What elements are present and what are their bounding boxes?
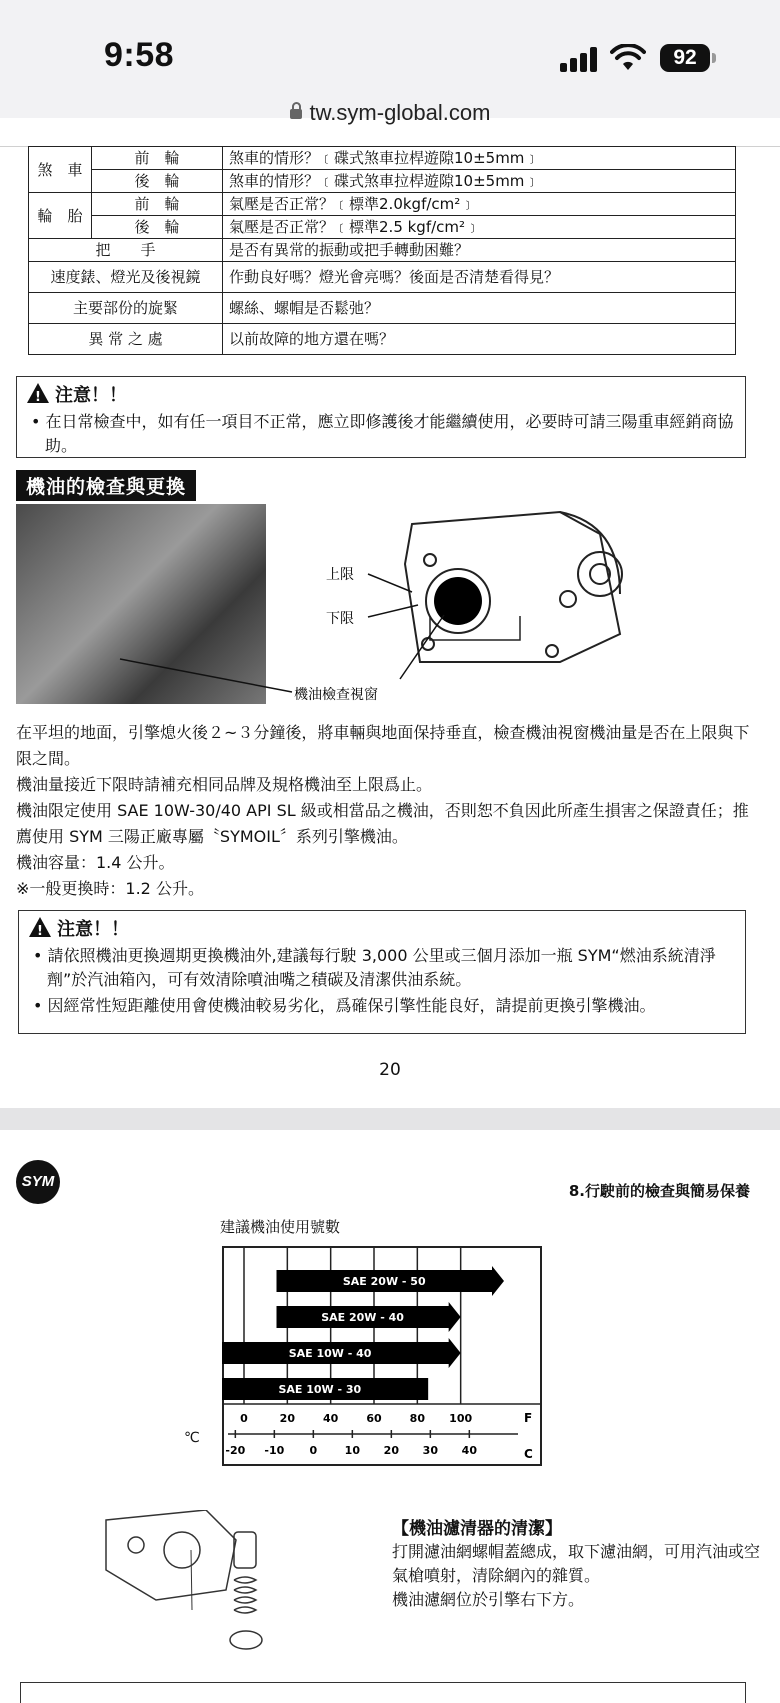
lock-icon [290, 109, 302, 119]
c-tick-label: -20 [225, 1444, 246, 1457]
table-cell-sub: 後 輪 [92, 216, 223, 239]
f-tick-label: 20 [279, 1412, 295, 1425]
c-tick-label: 0 [309, 1444, 318, 1457]
table-cell-check: 是否有異常的振動或把手轉動困難？ [223, 239, 736, 262]
battery-nub [712, 53, 716, 63]
filter-section-title: 【機油濾清器的清潔】 [392, 1519, 562, 1539]
table-cell-check: 螺絲、螺帽是否鬆弛？ [223, 293, 736, 324]
table-cell-check: 氣壓是否正常？﹝標準2.0kgf/cm²﹞ [223, 193, 736, 216]
f-tick-label: 80 [409, 1412, 425, 1425]
oil-grade-label: SAE 10W - 30 [278, 1383, 362, 1396]
page-separator [0, 1108, 780, 1130]
table-cell-check: 以前故障的地方還在嗎？ [223, 324, 736, 355]
warning-icon [27, 383, 49, 403]
table-cell-item: 主要部份的旋緊 [29, 293, 223, 324]
table-cell-sub: 後 輪 [92, 170, 223, 193]
battery-icon: 92 [660, 44, 710, 72]
paragraph: 機油量接近下限時請補充相同品牌及規格機油至上限爲止。 [16, 775, 433, 794]
c-tick-label: 40 [461, 1444, 477, 1457]
c-tick-label: -10 [264, 1444, 285, 1457]
table-cell-check: 氣壓是否正常？﹝標準2.5 kgf/cm²﹞ [223, 216, 736, 239]
oil-filter-diagram [96, 1510, 296, 1660]
table-cell-check: 作動良好嗎？燈光會亮嗎？後面是否清楚看得見？ [223, 262, 736, 293]
table-cell-sub: 前 輪 [92, 193, 223, 216]
clock: 9:58 [104, 36, 175, 74]
c-tick-label: 20 [383, 1444, 399, 1457]
celsius-symbol: ℃ [184, 1430, 200, 1446]
oil-window-diagram [0, 504, 780, 704]
upper-limit-label: 上限 [326, 567, 354, 583]
caution-box-2 [18, 910, 746, 1034]
paragraph: ※一般更換時：1.2 公升。 [16, 879, 204, 898]
caution-title: 注意！！ [57, 919, 129, 940]
table-cell-item: 速度錶、燈光及後視鏡 [29, 262, 223, 293]
oil-grade-label: SAE 20W - 40 [321, 1311, 404, 1324]
table-cell-check: 煞車的情形？﹝碟式煞車拉桿遊隙10±5mm﹞ [223, 147, 736, 170]
c-tick-label: 10 [344, 1444, 360, 1457]
f-unit-label: F [524, 1411, 533, 1425]
lower-limit-label: 下限 [326, 611, 354, 627]
instructions [16, 720, 756, 902]
caution-item: • 在日常檢查中，如有任一項目不正常，應立即修護後才能繼續使用，必要時可請三陽重車經銷商協助。 [31, 412, 734, 455]
paragraph: 機油容量：1.4 公升。 [16, 853, 175, 872]
f-tick-label: 40 [323, 1412, 339, 1425]
paragraph: 在平坦的地面，引擎熄火後２~３分鐘後，將車輛與地面保持垂直，檢查機油視窗機油量是否在上限與下限之間。 [16, 723, 750, 768]
caution-item: • 請依照機油更換週期更換機油外,建議每行駛 3,000 公里或三個月添加一瓶 SYM“燃油系統清淨劑”於汽油箱內，可有效清除噴油嘴之積碳及清潔供油系統。 [33, 946, 716, 989]
sym-logo: SYM [16, 1160, 60, 1204]
c-tick-label: 30 [422, 1444, 438, 1457]
wifi-icon [610, 44, 646, 72]
f-tick-label: 60 [366, 1412, 382, 1425]
warning-icon [29, 917, 51, 937]
caution-title: 注意！！ [55, 385, 127, 406]
caution-item: • 因經常性短距離使用會使機油較易劣化，爲確保引擎性能良好，請提前更換引擎機油。 [33, 996, 656, 1015]
table-cell-group: 煞 車 [29, 147, 92, 193]
paragraph: 機油限定使用 SAE 10W-30/40 API SL 級或相當品之機油，否則恕不負因此所產生損害之保證責任；推薦使用 SYM 三陽正廠專屬〝SYMOIL〞系列引擎機油。 [16, 801, 749, 846]
f-tick-label: 100 [449, 1412, 473, 1425]
cellular-signal-icon [560, 46, 600, 72]
table-cell-check: 煞車的情形？﹝碟式煞車拉桿遊隙10±5mm﹞ [223, 170, 736, 193]
f-tick-label: 0 [240, 1412, 248, 1425]
table-cell-sub: 前 輪 [92, 147, 223, 170]
chapter-heading: 8.行駛前的檢查與簡易保養 [568, 1182, 750, 1200]
caution-box-3 [20, 1682, 746, 1703]
oil-grade-label: SAE 20W - 50 [342, 1275, 426, 1288]
chart-title: 建議機油使用號數 [220, 1218, 341, 1236]
url-text: tw.sym-global.com [309, 100, 491, 125]
page-number: 20 [379, 1060, 401, 1080]
filter-section-text: 打開濾油網螺帽蓋總成，取下濾油網，可用汽油或空氣槍噴射，清除網內的雜質。 機油濾網位於引擎右下方。 [392, 1542, 761, 1609]
oil-window-label: 機油檢查視窗 [294, 687, 378, 703]
caution-box-1 [16, 376, 746, 458]
inspection-table [28, 146, 736, 355]
c-unit-label: C [524, 1447, 533, 1461]
table-cell-group: 輪 胎 [29, 193, 92, 239]
table-cell-item: 異 常 之 處 [29, 324, 223, 355]
oil-grade-label: SAE 10W - 40 [288, 1347, 372, 1360]
table-cell-item: 把 手 [29, 239, 223, 262]
section-title: 機油的檢查與更換 [16, 470, 196, 501]
oil-grade-chart [222, 1246, 544, 1468]
address-bar[interactable] [0, 100, 780, 142]
